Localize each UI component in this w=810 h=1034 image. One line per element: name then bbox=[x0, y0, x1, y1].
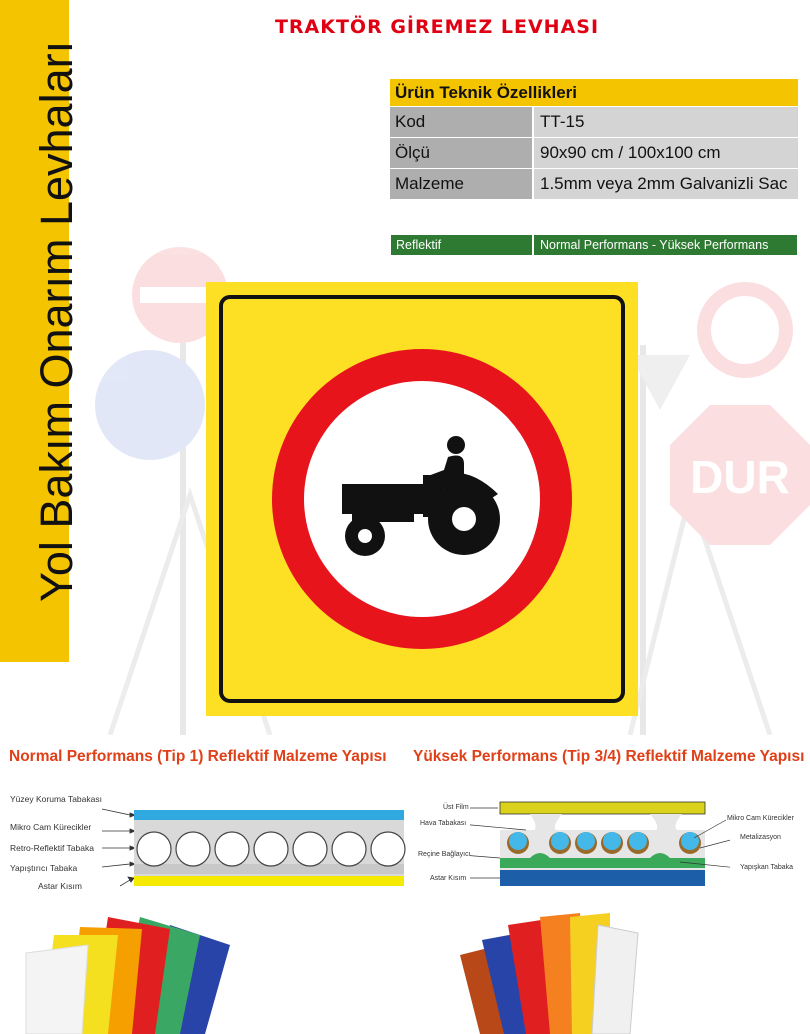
layer-label: Hava Tabakası bbox=[420, 820, 467, 827]
spec-label: Ölçü bbox=[390, 138, 532, 168]
reflektif-row bbox=[391, 235, 797, 255]
background-dur-text: DUR bbox=[690, 451, 790, 503]
spec-value: 90x90 cm / 100x100 cm bbox=[534, 138, 798, 168]
tractor-prohibited-sign bbox=[206, 282, 638, 716]
side-banner-text: Yol Bakım Onarım Levhaları bbox=[31, 40, 82, 602]
normal-performance-title: Normal Performans (Tip 1) Reflektif Malzeme Yapısı bbox=[9, 748, 387, 765]
layer-label: Yüzey Koruma Tabakası bbox=[10, 794, 102, 804]
spec-table-header: Ürün Teknik Özellikleri bbox=[390, 79, 798, 106]
layer-label: Metalizasyon bbox=[740, 834, 781, 841]
spec-label: Kod bbox=[390, 107, 532, 137]
layer-label: Astar Kısım bbox=[38, 881, 82, 891]
layer-label: Üst Film bbox=[443, 804, 469, 811]
normal-performance-sheeting-swatches bbox=[20, 905, 240, 1034]
normal-performance-diagram bbox=[100, 800, 410, 892]
spec-table bbox=[390, 79, 798, 199]
layer-label: Astar Kısım bbox=[430, 875, 467, 882]
layer-label: Yapışkan Tabaka bbox=[740, 864, 794, 871]
high-performance-diagram bbox=[470, 798, 730, 894]
reflektif-value: Normal Performans - Yüksek Performans bbox=[534, 235, 797, 255]
layer-label: Retro-Reflektif Tabaka bbox=[10, 843, 94, 853]
spec-row-olcu bbox=[390, 138, 798, 168]
high-performance-title: Yüksek Performans (Tip 3/4) Reflektif Malzeme Yapısı bbox=[413, 748, 805, 765]
spec-row-kod bbox=[390, 107, 798, 137]
high-performance-sheeting-swatches bbox=[440, 905, 670, 1034]
layer-label: Mikro Cam Kürecikler bbox=[727, 815, 794, 822]
reflektif-label: Reflektif bbox=[391, 235, 532, 255]
layer-label: Mikro Cam Kürecikler bbox=[10, 822, 92, 832]
spec-row-malzeme bbox=[390, 169, 798, 199]
layer-label: Yapıştırıcı Tabaka bbox=[10, 863, 78, 873]
side-banner bbox=[0, 0, 82, 662]
spec-value: TT-15 bbox=[534, 107, 798, 137]
spec-label: Malzeme bbox=[390, 169, 532, 199]
page-title: TRAKTÖR GİREMEZ LEVHASI bbox=[274, 16, 600, 38]
layer-label: Reçine Bağlayıcı bbox=[418, 851, 471, 858]
spec-value: 1.5mm veya 2mm Galvanizli Sac bbox=[534, 169, 798, 199]
